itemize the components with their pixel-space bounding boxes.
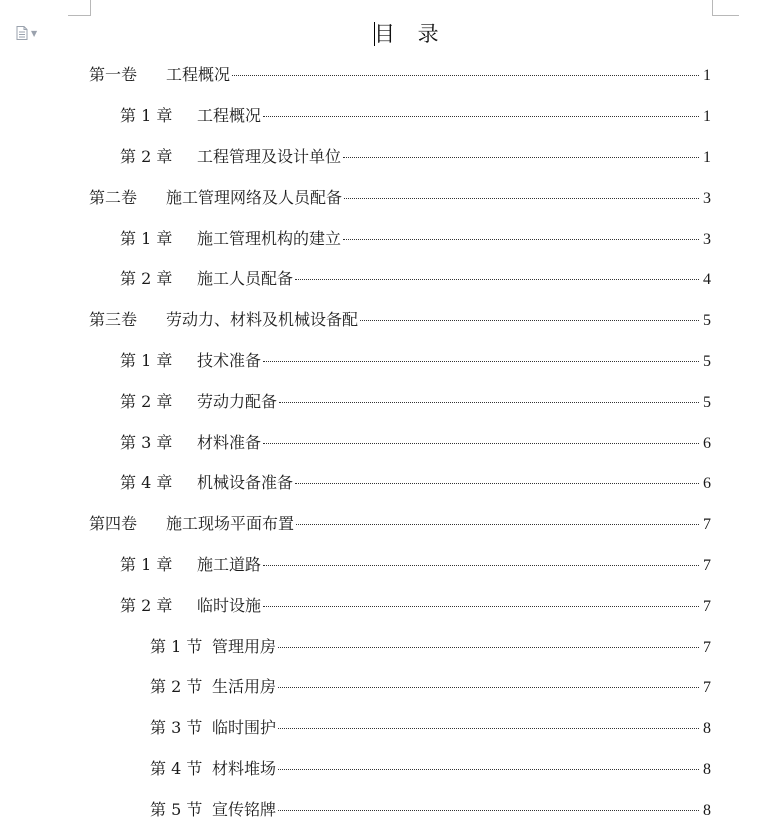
dot-leader [278,728,699,729]
toc-entry-number: 第 4 节 [150,759,203,778]
dot-leader [263,116,699,117]
dot-leader [278,687,699,688]
toc-entry-page: 1 [703,67,711,84]
toc-entry-page: 6 [703,435,711,452]
toc-entry-page: 3 [703,231,711,248]
toc-entry-number: 第 5 节 [150,800,203,819]
toc-entry[interactable] [89,309,711,331]
toc-entry-page: 5 [703,312,711,329]
toc-entry-number: 第 1 章 [120,351,173,370]
toc-entry-page: 5 [703,394,711,411]
toc-entry-title: 材料堆场 [212,759,277,778]
toc-entry-title: 工程概况 [166,65,231,84]
toc-heading: 目 录 [374,22,447,46]
dot-leader [263,361,699,362]
toc-entry[interactable] [89,513,711,535]
toc-entry-title: 生活用房 [212,677,277,696]
toc-entry-page: 4 [703,271,711,288]
toc-entry[interactable] [150,717,711,739]
dot-leader [360,320,699,321]
toc-entry[interactable] [89,187,711,209]
toc-entry[interactable] [89,64,711,86]
toc-entry[interactable] [120,228,711,250]
toc-entry-page: 7 [703,557,711,574]
toc-entry-title: 工程管理及设计单位 [197,147,342,166]
toc-entry[interactable] [120,105,711,127]
chevron-down-icon: ▼ [31,28,38,38]
toc-entry[interactable] [120,391,711,413]
dot-leader [279,402,699,403]
toc-entry[interactable] [120,595,711,617]
toc-entry-title: 施工人员配备 [197,269,294,288]
toc-entry[interactable] [120,350,711,372]
toc-entry-page: 3 [703,190,711,207]
toc-entry[interactable] [150,758,711,780]
toc-entry-number: 第 1 章 [120,106,173,125]
dot-leader [263,443,699,444]
toc-entry-page: 7 [703,598,711,615]
toc-entry[interactable] [120,268,711,290]
toc-entry-title: 施工管理机构的建立 [197,229,342,248]
toc-entry-number: 第四卷 [89,514,138,533]
toc-entry-title: 工程概况 [197,106,262,125]
document-menu-button[interactable] [16,25,50,41]
page-corner-mark-left [68,0,91,16]
toc-entry-number: 第 4 章 [120,473,173,492]
toc-entry-title: 技术准备 [197,351,262,370]
toc-entry-title: 宣传铭牌 [212,800,277,819]
toc-entry-page: 8 [703,761,711,778]
toc-entry-page: 7 [703,679,711,696]
dot-leader [344,198,699,199]
toc-entry[interactable] [120,472,711,494]
toc-entry-title: 施工道路 [197,555,262,574]
toc-entry-number: 第 2 章 [120,392,173,411]
toc-entry-number: 第 3 章 [120,433,173,452]
toc-entry-title: 劳动力配备 [197,392,278,411]
toc-entry-page: 1 [703,108,711,125]
toc-entry-number: 第 1 章 [120,555,173,574]
toc-entry-number: 第 2 节 [150,677,203,696]
toc-entry-number: 第 2 章 [120,147,173,166]
toc-entry-title: 劳动力、材料及机械设备配 [166,310,359,329]
dot-leader [343,157,699,158]
document-icon [16,26,28,40]
toc-entry-title: 临时设施 [197,596,262,615]
toc-entry-page: 6 [703,475,711,492]
dot-leader [295,279,699,280]
dot-leader [296,524,699,525]
toc-entry-number: 第 2 章 [120,596,173,615]
toc-entry-page: 7 [703,516,711,533]
dot-leader [263,606,699,607]
toc-entry-number: 第 2 章 [120,269,173,288]
toc-entry-title: 材料准备 [197,433,262,452]
dot-leader [278,810,699,811]
toc-entry-title: 临时围护 [212,718,277,737]
dot-leader [263,565,699,566]
toc-entry-page: 8 [703,720,711,737]
toc-entry-page: 1 [703,149,711,166]
page-corner-mark-right [712,0,739,16]
toc-entry[interactable] [150,676,711,698]
toc-entry-number: 第 1 章 [120,229,173,248]
toc-entry-number: 第一卷 [89,65,138,84]
toc-entry-title: 施工管理网络及人员配备 [166,188,343,207]
dot-leader [232,75,699,76]
toc-entry-number: 第三卷 [89,310,138,329]
toc-entry[interactable] [150,636,711,658]
toc-entry-title: 机械设备准备 [197,473,294,492]
toc-entry-page: 7 [703,639,711,656]
toc-entry[interactable] [120,554,711,576]
toc-entry-title: 施工现场平面布置 [166,514,295,533]
toc-entry[interactable] [120,146,711,168]
toc-entry-number: 第二卷 [89,188,138,207]
dot-leader [278,769,699,770]
toc-entry-page: 8 [703,802,711,819]
toc-entry-page: 5 [703,353,711,370]
toc-entry[interactable] [120,432,711,454]
toc-entry-number: 第 3 节 [150,718,203,737]
toc-entry-title: 管理用房 [212,637,277,656]
toc-entry[interactable] [150,799,711,821]
dot-leader [295,483,699,484]
dot-leader [343,239,699,240]
dot-leader [278,647,699,648]
toc-entry-number: 第 1 节 [150,637,203,656]
